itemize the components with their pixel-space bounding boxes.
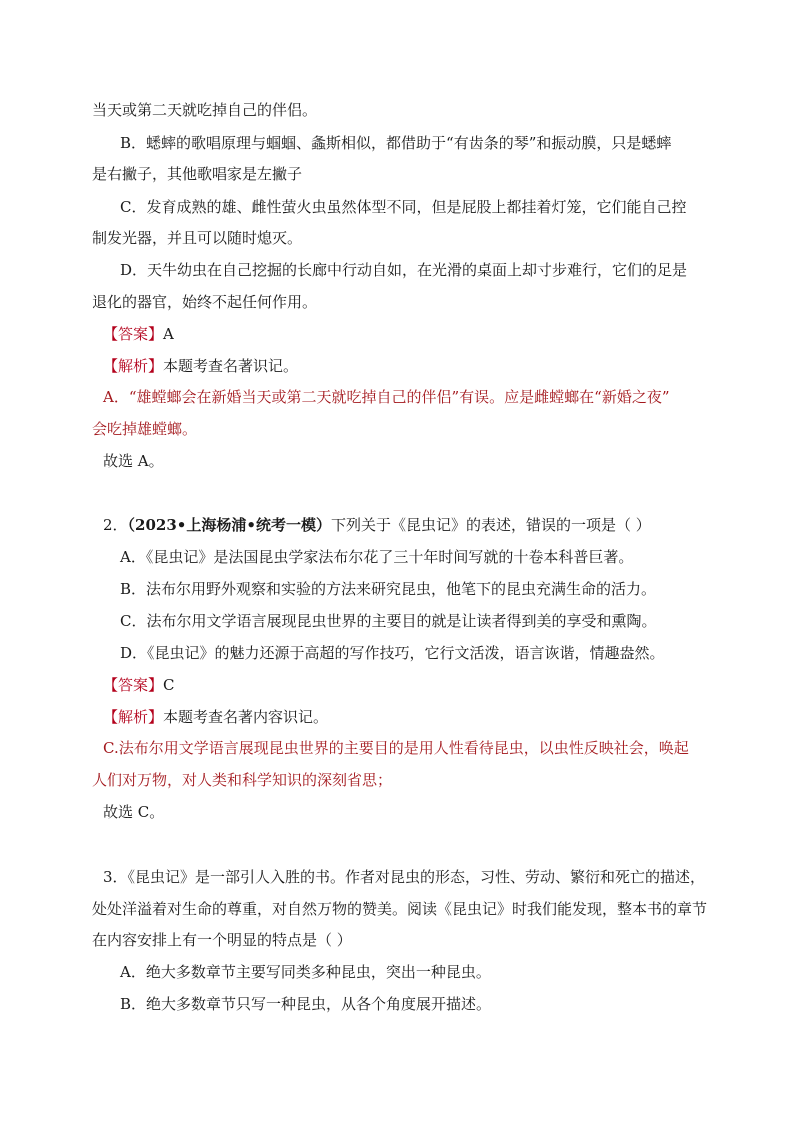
answer-value: A bbox=[163, 325, 174, 343]
q1-option-c-line1: C．发育成熟的雄、雌性萤火虫虽然体型不同，但是屁股上都挂着灯笼，它们能自己控 bbox=[120, 198, 687, 216]
question-number: 2． bbox=[103, 516, 128, 534]
q2-stem bbox=[103, 515, 651, 535]
q1-option-b-line2: 是右撇子，其他歌唱家是左撇子 bbox=[92, 165, 303, 183]
question-text: 下列关于《昆虫记》的表述，错误的一项是（ ） bbox=[330, 516, 651, 534]
q1-answer bbox=[103, 324, 174, 344]
q2-option-b: B．法布尔用野外观察和实验的方法来研究昆虫，他笔下的昆虫充满生命的活力。 bbox=[120, 580, 657, 598]
q3-stem-line2: 处处洋溢着对生命的尊重，对自然万物的赞美。阅读《昆虫记》时我们能发现，整本书的章节 bbox=[92, 900, 708, 918]
q3-stem-line1: 3．《昆虫记》是一部引人入胜的书。作者对昆虫的形态，习性、劳动、繁衍和死亡的描述， bbox=[103, 868, 706, 886]
q1-explanation-line1: A．“雄螳螂会在新婚当天或第二天就吃掉自己的伴侣”有误。应是雌螳螂在“新婚之夜” bbox=[103, 388, 670, 406]
q1-conclusion: 故选 A。 bbox=[103, 452, 164, 470]
q2-answer bbox=[103, 675, 175, 695]
answer-value: C bbox=[163, 676, 175, 694]
analysis-tag: 【解析】 bbox=[103, 357, 164, 375]
q1-analysis bbox=[103, 356, 298, 376]
q3-stem-line3: 在内容安排上有一个明显的特点是（ ） bbox=[92, 931, 352, 949]
question-source: （2023•上海杨浦•统考一模） bbox=[127, 516, 331, 534]
q3-option-b: B．绝大多数章节只写一种昆虫，从各个角度展开描述。 bbox=[120, 995, 492, 1013]
analysis-tag: 【解析】 bbox=[103, 708, 164, 726]
q2-analysis bbox=[103, 707, 328, 727]
q1-option-b-line1: B．蟋蟀的歌唱原理与蝈蝈、螽斯相似，都借助于“有齿条的琴”和振动膜，只是蟋蟀 bbox=[120, 134, 672, 152]
q1-explanation-line2: 会吃掉雄螳螂。 bbox=[92, 420, 198, 438]
analysis-text: 本题考查名著内容识记。 bbox=[163, 708, 329, 726]
q1-stem-tail: 当天或第二天就吃掉自己的伴侣。 bbox=[92, 101, 318, 119]
answer-tag: 【答案】 bbox=[103, 325, 164, 343]
q1-option-c-line2: 制发光器，并且可以随时熄灭。 bbox=[92, 229, 303, 247]
q2-explanation-line1: C.法布尔用文学语言展现昆虫世界的主要目的是用人性看待昆虫，以虫性反映社会，唤起 bbox=[103, 739, 689, 757]
q1-option-d-line1: D．天牛幼虫在自己挖掘的长廊中行动自如，在光滑的桌面上却寸步难行，它们的足是 bbox=[120, 261, 688, 279]
q3-option-a: A．绝大多数章节主要写同类多种昆虫，突出一种昆虫。 bbox=[120, 963, 491, 981]
q2-option-c: C．法布尔用文学语言展现昆虫世界的主要目的就是让读者得到美的享受和熏陶。 bbox=[120, 612, 657, 630]
analysis-text: 本题考查名著识记。 bbox=[163, 357, 299, 375]
q2-option-d: D．《昆虫记》的魅力还源于高超的写作技巧，它行文活泼，语言诙谐，情趣盎然。 bbox=[120, 644, 665, 662]
q2-conclusion: 故选 C。 bbox=[103, 803, 165, 821]
answer-tag: 【答案】 bbox=[103, 676, 164, 694]
q1-option-d-line2: 退化的器官，始终不起任何作用。 bbox=[92, 293, 318, 311]
q2-option-a: A．《昆虫记》是法国昆虫学家法布尔花了三十年时间写就的十卷本科普巨著。 bbox=[120, 548, 634, 566]
q2-explanation-line2: 人们对万物，对人类和科学知识的深刻省思； bbox=[92, 771, 393, 789]
